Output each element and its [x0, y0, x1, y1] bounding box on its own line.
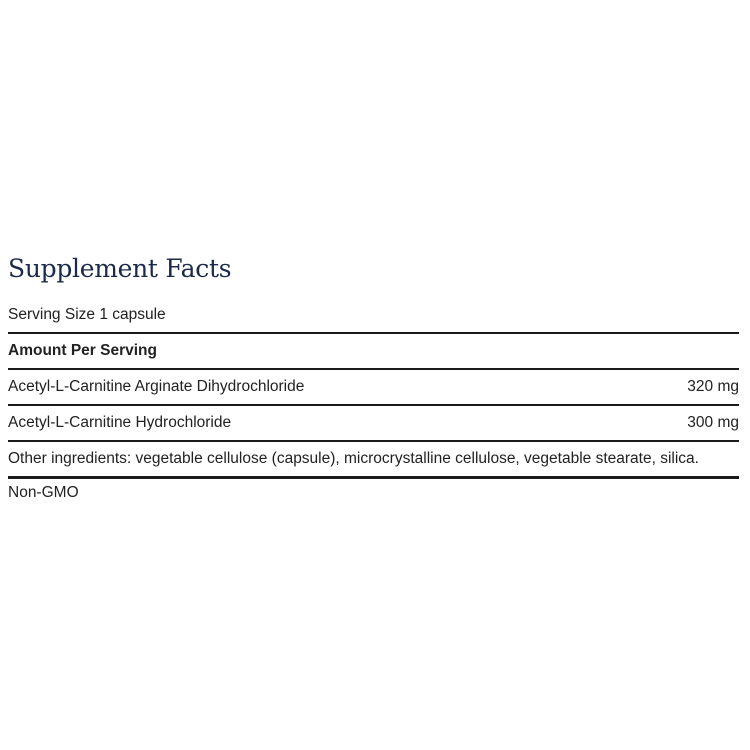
- ingredient-row: [8, 406, 739, 440]
- serving-size: Serving Size 1 capsule: [8, 306, 166, 323]
- ingredient-amount: 300 mg: [687, 414, 739, 431]
- amount-per-serving-label: Amount Per Serving: [8, 342, 157, 359]
- non-gmo-note: Non-GMO: [8, 484, 79, 501]
- other-ingredients-text: Other ingredients: vegetable cellulose (capsule), microcrystalline cellulose, vegetable stearate, silica.: [8, 450, 699, 467]
- amount-per-serving-header: [8, 334, 739, 368]
- thick-divider: [8, 476, 739, 479]
- other-ingredients-row: [8, 442, 739, 476]
- ingredient-name: Acetyl-L-Carnitine Hydrochloride: [8, 414, 232, 431]
- supplement-facts-title: Supplement Facts: [8, 254, 232, 283]
- supplement-facts-panel: [8, 252, 739, 503]
- ingredient-amount: 320 mg: [687, 378, 739, 395]
- ingredient-name: Acetyl-L-Carnitine Arginate Dihydrochloride: [8, 378, 305, 395]
- ingredient-row: [8, 370, 739, 404]
